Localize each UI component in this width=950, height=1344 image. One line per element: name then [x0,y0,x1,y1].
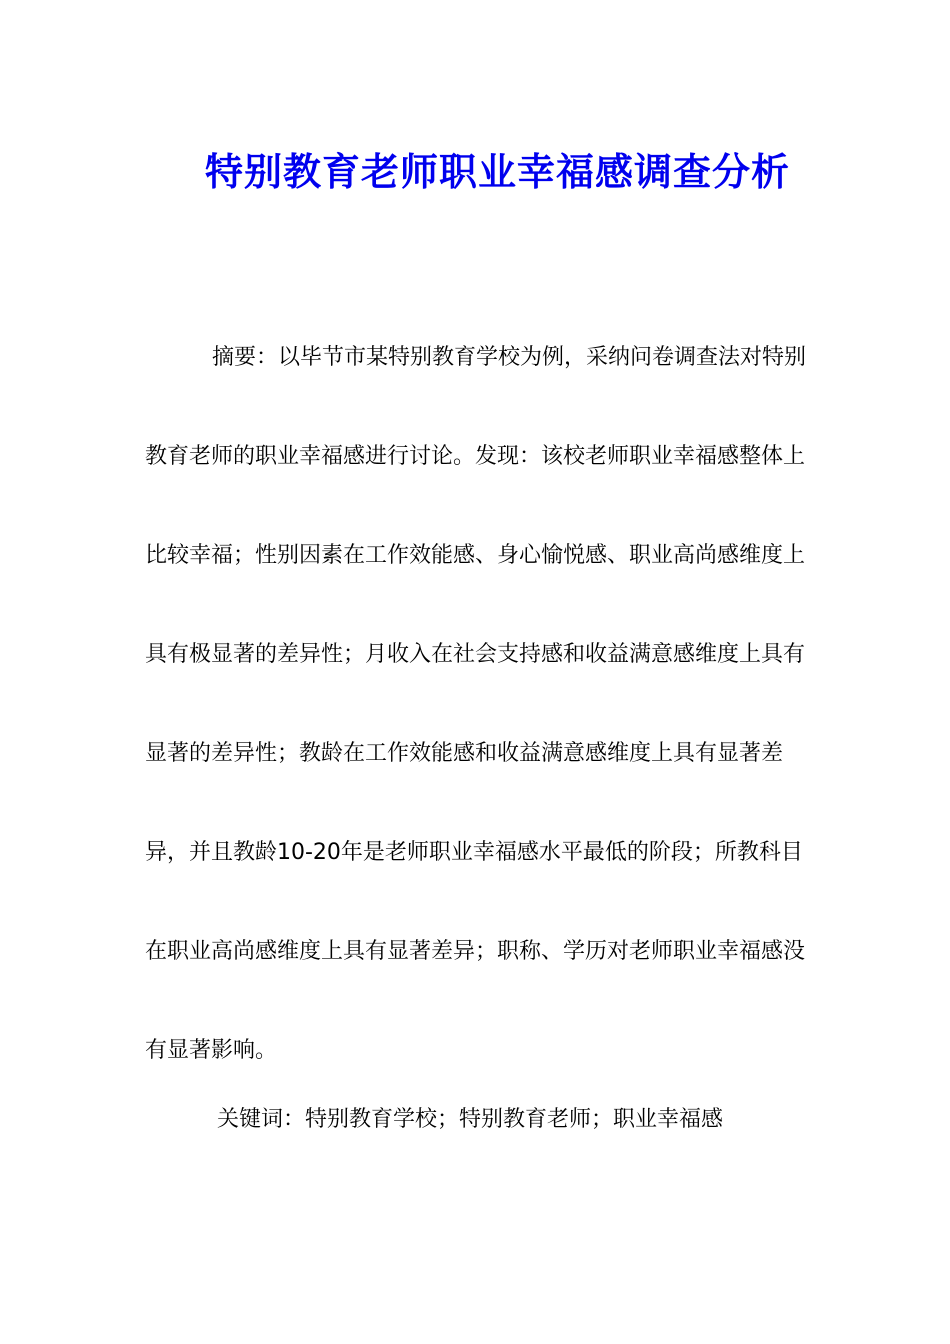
document-title: 特别教育老师职业幸福感调查分析 [205,150,791,194]
abstract-paragraph: 摘要：以毕节市某特别教育学校为例，采纳问卷调查法对特别教育老师的职业幸福感进行讨论。发现：该校老师职业幸福感整体上比较幸福；性别因素在工作效能感、身心愉悦感、职业高尚感维度上具有极显著的差异性；月收入在社会支持感和收益满意感维度上具有显著的差异性；教龄在工作效能感和收益满意感维度上具有显著差异，并且教龄10-20年是老师职业幸福感水平最低的阶段；所教科目在职业高尚感维度上具有显著差异；职称、学历对老师职业幸福感没有显著影响。 [145,345,807,1063]
keywords-paragraph: 关键词：特别教育学校；特别教育老师；职业幸福感 [217,1107,724,1132]
